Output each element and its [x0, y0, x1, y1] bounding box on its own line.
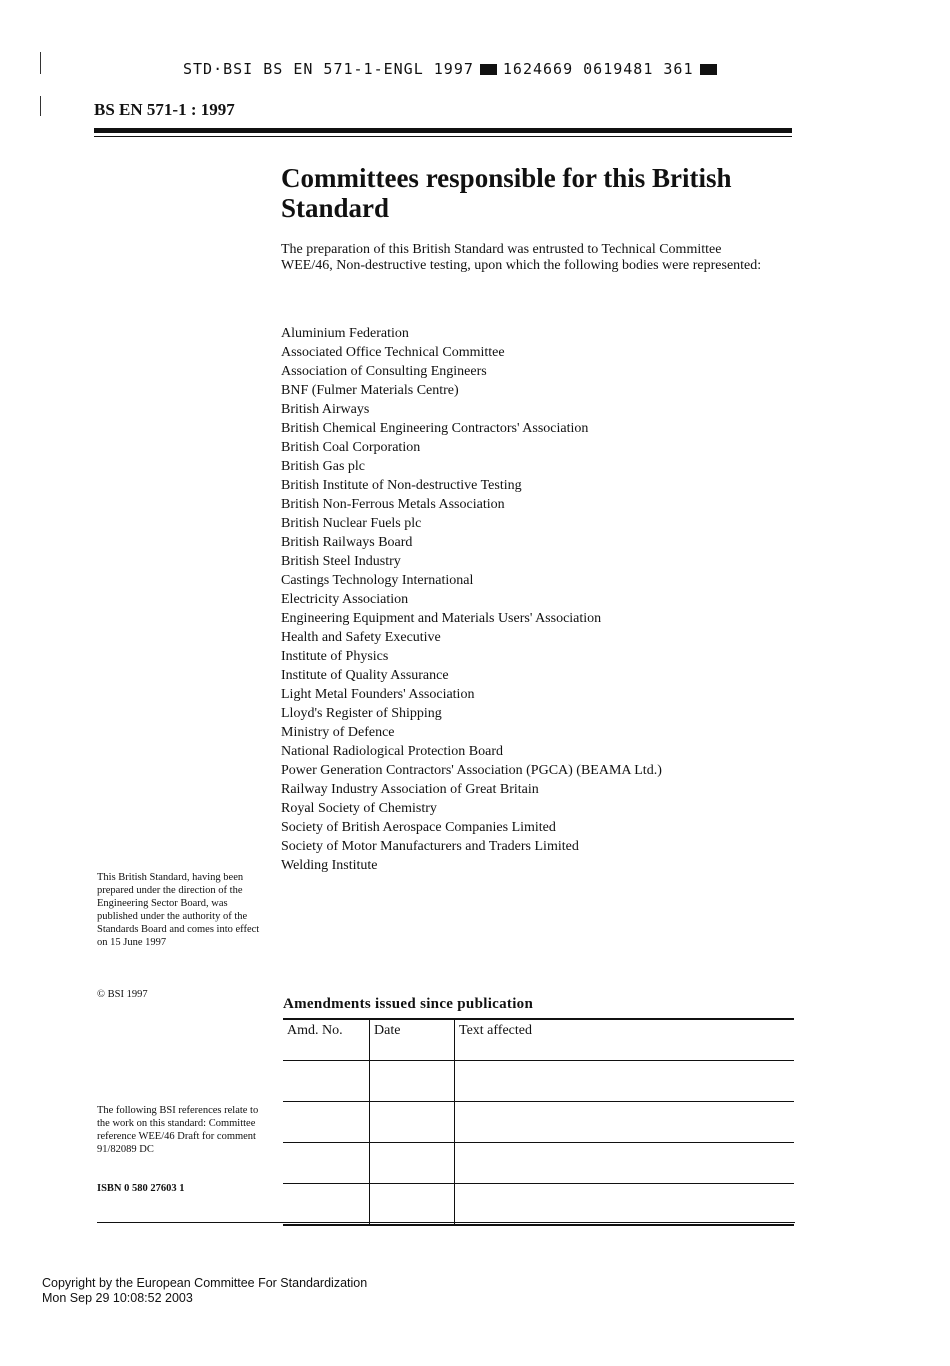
- list-item: BNF (Fulmer Materials Centre): [281, 383, 459, 398]
- table-cell: [283, 1061, 370, 1102]
- table-row: [283, 1102, 794, 1143]
- page-title: Committees responsible for this British Standard: [281, 163, 732, 223]
- footer-copyright: Copyright by the European Committee For Standardization: [42, 1276, 368, 1290]
- list-item: Welding Institute: [281, 858, 378, 873]
- list-item: National Radiological Protection Board: [281, 744, 504, 759]
- footer-timestamp: Mon Sep 29 10:08:52 2003: [42, 1291, 193, 1305]
- scan-mark: [40, 52, 41, 74]
- barcode-block-icon: [480, 64, 497, 75]
- scan-mark: [40, 96, 41, 116]
- intro-paragraph: The preparation of this British Standard was entrusted to Technical Committee WEE/46, Non-destructive testing, upon which the following bodies were represented:: [281, 242, 762, 273]
- table-cell: [370, 1184, 455, 1226]
- table-cell: [370, 1143, 455, 1184]
- column-header-text-affected: Text affected: [455, 1019, 795, 1061]
- list-item: Railway Industry Association of Great Britain: [281, 782, 539, 797]
- list-item: British Steel Industry: [281, 554, 401, 569]
- list-item: British Chemical Engineering Contractors' Association: [281, 421, 589, 436]
- list-item: British Gas plc: [281, 459, 365, 474]
- represented-bodies-list: [281, 324, 662, 875]
- footer: [42, 1276, 367, 1306]
- table-cell: [455, 1061, 795, 1102]
- table-cell: [283, 1184, 370, 1226]
- list-item: Electricity Association: [281, 592, 409, 607]
- table-row: [283, 1143, 794, 1184]
- list-item: British Railways Board: [281, 535, 413, 550]
- list-item: Health and Safety Executive: [281, 630, 441, 645]
- table-cell: [283, 1102, 370, 1143]
- list-item: Society of British Aerospace Companies Limited: [281, 820, 556, 835]
- barcode-block-icon: [700, 64, 717, 75]
- document-code: [183, 60, 723, 78]
- list-item: Power Generation Contractors' Association (PGCA) (BEAMA Ltd.): [281, 763, 662, 778]
- table-header-row: [283, 1019, 794, 1061]
- publication-note: This British Standard, having been prepared under the direction of the Engineering Sector Board, was published under the authority of the Standards Board and comes into effect on 15 June 1997: [97, 872, 260, 948]
- bsi-references: The following BSI references relate to the work on this standard: Committee reference WEE/46 Draft for comment 91/82089 DC: [97, 1105, 259, 1155]
- list-item: British Nuclear Fuels plc: [281, 516, 422, 531]
- document-code-text: STD·BSI BS EN 571-1-ENGL 1997: [183, 60, 474, 78]
- column-header-amd-no: Amd. No.: [283, 1019, 370, 1061]
- isbn: ISBN 0 580 27603 1: [97, 1183, 185, 1194]
- list-item: Light Metal Founders' Association: [281, 687, 475, 702]
- list-item: Associated Office Technical Committee: [281, 345, 505, 360]
- list-item: Ministry of Defence: [281, 725, 395, 740]
- list-item: British Institute of Non-destructive Testing: [281, 478, 522, 493]
- table-cell: [455, 1102, 795, 1143]
- document-code-number: 1624669 0619481 361: [502, 60, 694, 78]
- amendments-table: [283, 1018, 794, 1226]
- list-item: Institute of Quality Assurance: [281, 668, 449, 683]
- table-cell: [283, 1143, 370, 1184]
- table-row: [283, 1061, 794, 1102]
- standard-reference: BS EN 571-1 : 1997: [94, 100, 235, 119]
- amendments-title: Amendments issued since publication: [283, 996, 534, 1012]
- list-item: British Non-Ferrous Metals Association: [281, 497, 505, 512]
- table-cell: [455, 1184, 795, 1226]
- list-item: British Coal Corporation: [281, 440, 421, 455]
- list-item: Society of Motor Manufacturers and Traders Limited: [281, 839, 579, 854]
- list-item: Engineering Equipment and Materials Users' Association: [281, 611, 602, 626]
- list-item: Lloyd's Register of Shipping: [281, 706, 442, 721]
- table-cell: [370, 1102, 455, 1143]
- table-cell: [370, 1061, 455, 1102]
- table-row: [283, 1184, 794, 1226]
- copyright-notice: © BSI 1997: [97, 989, 148, 1000]
- column-header-date: Date: [370, 1019, 455, 1061]
- list-item: Royal Society of Chemistry: [281, 801, 437, 816]
- header-rule: [94, 128, 792, 133]
- list-item: Aluminium Federation: [281, 326, 409, 341]
- bottom-rule: [97, 1222, 795, 1223]
- header-rule-thin: [94, 136, 792, 137]
- list-item: Castings Technology International: [281, 573, 474, 588]
- list-item: Association of Consulting Engineers: [281, 364, 487, 379]
- list-item: British Airways: [281, 402, 370, 417]
- list-item: Institute of Physics: [281, 649, 389, 664]
- table-cell: [455, 1143, 795, 1184]
